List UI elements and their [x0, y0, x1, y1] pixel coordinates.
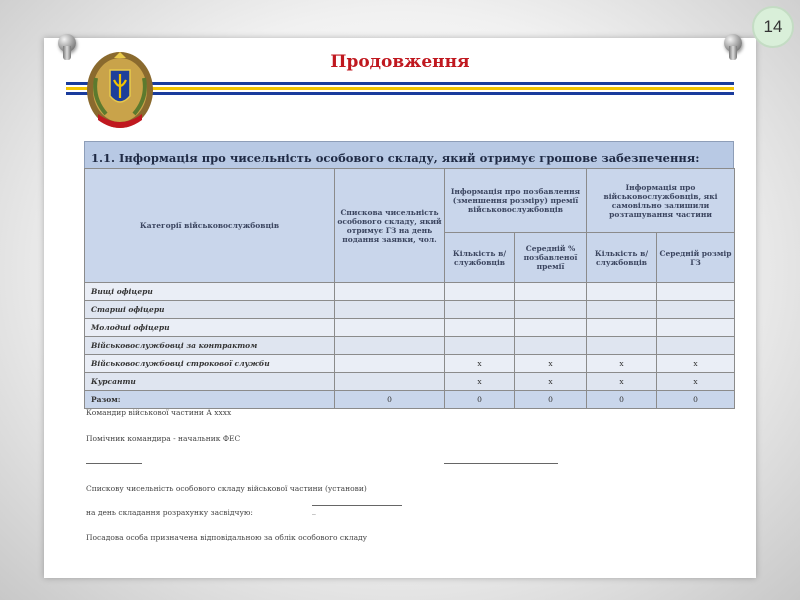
table-cell: 0 [587, 391, 657, 409]
table-cell [587, 301, 657, 319]
table-cell [657, 319, 735, 337]
row-label: Вищі офіцери [85, 283, 335, 301]
signature-line-right [444, 463, 558, 464]
personnel-table [84, 168, 735, 409]
row-label: Курсанти [85, 373, 335, 391]
certify-line-2: на день складання розрахунку засвідчую: [86, 508, 253, 517]
header-sub-avg-gz: Середній розмір ГЗ [657, 233, 735, 283]
table-cell [657, 283, 735, 301]
row-label: Військовослужбовці строкової служби [85, 355, 335, 373]
table-cell: х [657, 355, 735, 373]
table-cell [445, 337, 515, 355]
certify-signature-line [312, 505, 402, 506]
table-cell [587, 283, 657, 301]
stripe-blue-top [66, 82, 734, 85]
table-cell [515, 283, 587, 301]
certify-line-1: Спискову чисельність особового складу військової частини (установи) [86, 484, 367, 493]
table-cell: х [515, 355, 587, 373]
stripe-yellow [66, 87, 734, 90]
header-deprivation: Інформація про позбавлення (зменшення розміру) премії військовослужбовців [445, 169, 587, 233]
table-cell [335, 373, 445, 391]
table-cell [335, 337, 445, 355]
table-row [85, 283, 735, 301]
table-row-total [85, 391, 735, 409]
emblem-icon [84, 48, 156, 134]
table-caption: 1.1. Інформація про чисельність особового складу, який отримує грошове забезпечення: [84, 141, 734, 168]
table-row [85, 355, 735, 373]
pin-left-icon [58, 34, 76, 52]
slide-title: Продовження [330, 52, 470, 72]
table-cell [515, 319, 587, 337]
assistant-line: Помічник командира - начальник ФЕС [86, 434, 241, 443]
table-cell [515, 301, 587, 319]
personnel-table-block [84, 141, 734, 409]
table-cell: 0 [445, 391, 515, 409]
table-cell [445, 319, 515, 337]
table-cell: х [445, 355, 515, 373]
table-cell: х [657, 373, 735, 391]
table-row [85, 319, 735, 337]
table-cell [657, 337, 735, 355]
header-list-count: Спискова чисельність особового складу, який отримує ГЗ на день подання заявки, чол. [335, 169, 445, 283]
table-cell: х [587, 355, 657, 373]
table-cell [445, 301, 515, 319]
header-category: Категорії військовослужбовців [85, 169, 335, 283]
table-cell: 0 [515, 391, 587, 409]
signature-line-left [86, 463, 142, 464]
row-label: Молодші офіцери [85, 319, 335, 337]
table-row [85, 337, 735, 355]
table-cell [587, 319, 657, 337]
table-row [85, 301, 735, 319]
header-sub-count-1: Кількість в/службовців [445, 233, 515, 283]
table-cell [335, 301, 445, 319]
table-cell [657, 301, 735, 319]
row-label: Старші офіцери [85, 301, 335, 319]
stripe-blue-bottom [66, 92, 734, 95]
row-label: Разом: [85, 391, 335, 409]
responsible-line: Посадова особа призначена відповідальною за облік особового складу [86, 533, 368, 542]
table-cell [445, 283, 515, 301]
commander-line: Командир військової частини А хххх [86, 408, 232, 417]
table-cell: 0 [335, 391, 445, 409]
table-cell: х [445, 373, 515, 391]
row-label: Військовослужбовці за контрактом [85, 337, 335, 355]
table-cell: х [587, 373, 657, 391]
header-remaining: Інформація про військовослужбовців, які самовільно залишили розташування частини [587, 169, 735, 233]
header-sub-count-2: Кількість в/службовців [587, 233, 657, 283]
header-sub-avg-percent: Середній % позбавленої премії [515, 233, 587, 283]
table-cell [335, 319, 445, 337]
table-cell [335, 283, 445, 301]
table-row [85, 373, 735, 391]
table-cell [335, 355, 445, 373]
flag-stripes [66, 82, 734, 97]
page-number-badge: 14 [752, 6, 794, 48]
certify-dash: _ [312, 506, 316, 515]
table-cell [515, 337, 587, 355]
table-cell [587, 337, 657, 355]
pin-right-icon [724, 34, 742, 52]
table-cell: х [515, 373, 587, 391]
table-cell: 0 [657, 391, 735, 409]
